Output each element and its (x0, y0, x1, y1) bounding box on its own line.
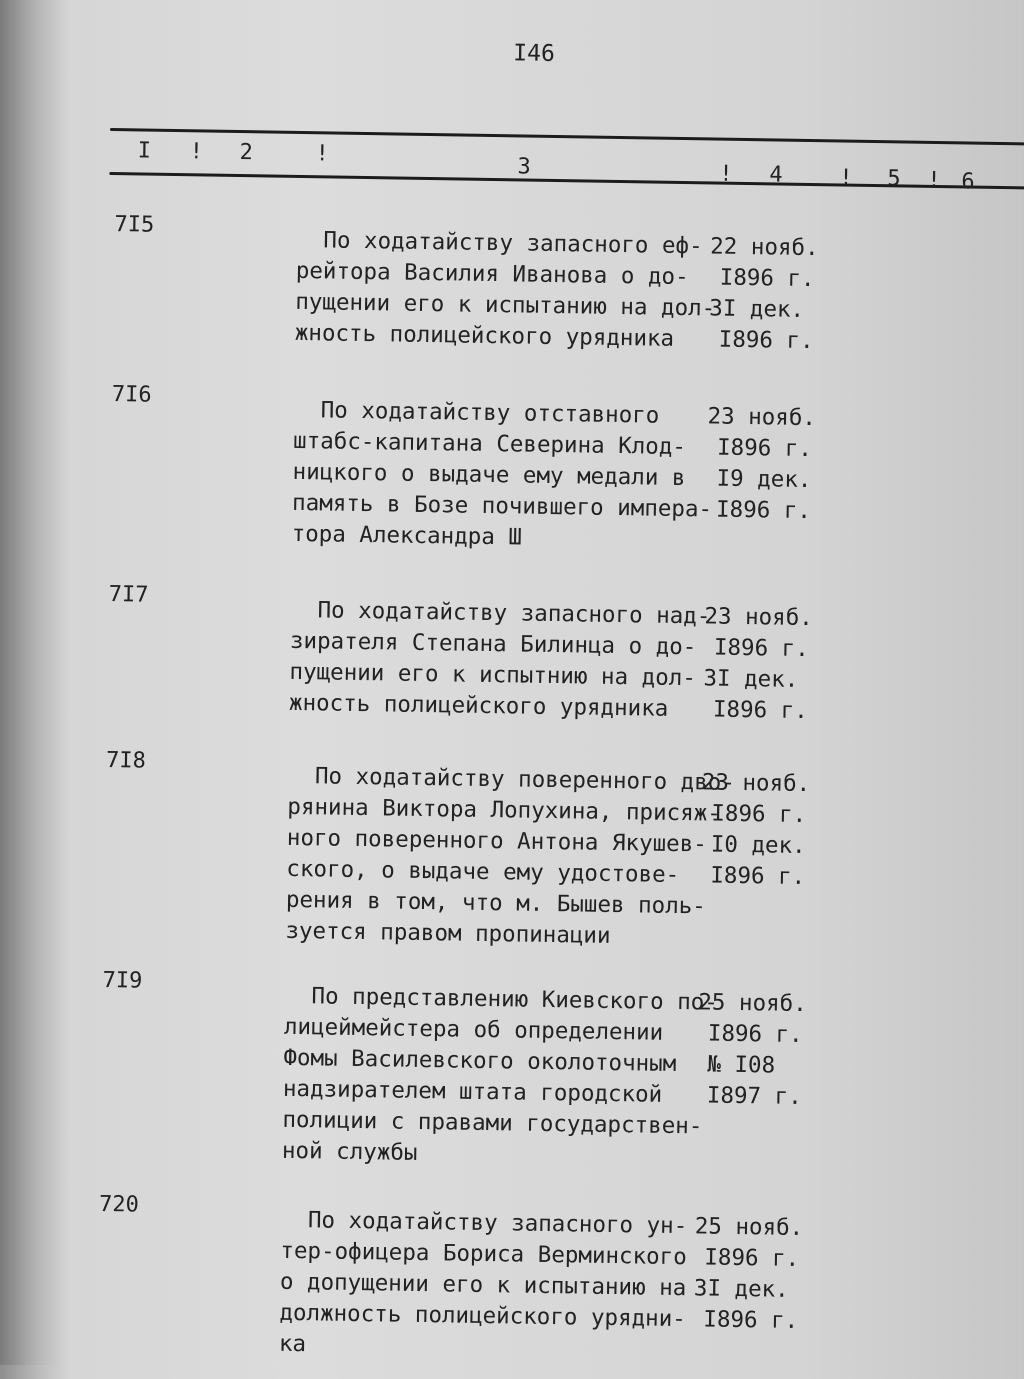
entry-date: I896 г. (704, 1244, 800, 1272)
entry-text-line: зуется правом пропинации (285, 917, 611, 949)
entry-text-line: надзирателем штата городской (282, 1075, 663, 1108)
col-separator: ! (839, 165, 853, 191)
entry-text-line: тора Александра Ш (291, 520, 523, 551)
col-header-1: I (137, 138, 152, 164)
entry-text-line: рейтора Василия Иванова о до- (295, 257, 689, 291)
entry-date: I896 г. (710, 862, 806, 891)
entry-date: I0 дек. (710, 831, 806, 860)
list-item (0, 380, 1020, 551)
entry-text-line: ского, о выдаче ему удостове- (286, 855, 680, 889)
entry-text-line: пущении его к испытнию на дол- (289, 658, 697, 692)
list-item (0, 966, 1011, 1166)
entry-text-line: штабс-капитана Северина Клод- (292, 427, 687, 461)
entry-text-line: ной службы (281, 1137, 418, 1166)
entry-text-line: память в Бозе почившего импера- (291, 489, 713, 523)
entry-date: I896 г. (707, 1020, 803, 1048)
entry-number: 7I7 (108, 582, 149, 608)
page-number: I46 (513, 40, 556, 67)
entry-text-line: ного поверенного Антона Якушев- (286, 824, 707, 858)
entry-text-line: пущении его к испытанию на дол- (295, 288, 716, 322)
entry-date: I896 г. (711, 800, 807, 829)
entry-date: I896 г. (716, 434, 813, 463)
entry-date: 25 нояб. (698, 989, 807, 1018)
entry-date: 25 нояб. (694, 1213, 804, 1242)
col-header-4: 4 (769, 162, 783, 188)
entry-text-line: По ходатайству запасного над- (290, 596, 711, 630)
col-header-6: 6 (961, 169, 975, 195)
entry-text-line: ка (278, 1330, 307, 1358)
entry-number: 7I5 (114, 212, 155, 238)
entry-date: 23 нояб. (707, 403, 817, 432)
col-separator: ! (927, 167, 941, 194)
col-separator: ! (189, 139, 204, 165)
entry-date: 23 нояб. (701, 769, 811, 798)
entry-text-line: Фомы Василевского околоточным (283, 1044, 677, 1078)
entry-text-line: зирателя Степана Билинца о до- (289, 627, 697, 661)
col-header-3: 3 (517, 154, 531, 180)
list-item (0, 1190, 1007, 1358)
col-header-5: 5 (887, 166, 901, 192)
entry-text-line: жность полицейского урядника (294, 319, 675, 352)
entry-date: I897 г. (706, 1082, 802, 1110)
entry-number: 7I8 (105, 748, 147, 774)
entry-date: I9 дек. (716, 465, 812, 494)
entry-text-line: жность полицейского урядника (288, 689, 669, 722)
entry-text-line: По ходатайству отставного (293, 396, 660, 429)
entry-text-line: полиции с правами государствен- (282, 1106, 703, 1140)
entry-text-line: рения в том, что м. Бышев поль- (285, 886, 707, 920)
list-item (0, 580, 1017, 725)
entry-date: I896 г. (719, 264, 815, 293)
col-separator: ! (315, 141, 330, 167)
entry-date: I896 г. (713, 634, 809, 663)
entry-date: 3I дек. (709, 295, 805, 323)
entry-text-line: тер-офицера Бориса Верминского (280, 1237, 687, 1271)
entry-text-line: ницкого о выдаче ему медали в (292, 458, 686, 492)
entry-date: 23 нояб. (704, 603, 813, 632)
entry-text-line: лицеймейстера об определении (283, 1013, 664, 1046)
entry-date: I896 г. (715, 496, 812, 525)
entry-number: 7I9 (102, 967, 143, 994)
entry-date: I896 г. (718, 326, 814, 355)
list-item (0, 746, 1014, 949)
entry-date: 3I дек. (693, 1275, 789, 1303)
entry-date: 22 нояб. (710, 233, 819, 262)
entry-date: 3I дек. (703, 665, 799, 693)
entry-date: I896 г. (712, 696, 808, 725)
col-header-2: 2 (239, 140, 254, 166)
entry-text-line: По ходатайству поверенного дво- (287, 762, 736, 796)
entry-text-line: По ходатайству запасного еф- (296, 226, 703, 260)
entry-date: № I08 (707, 1051, 776, 1079)
entry-number: 7I6 (111, 382, 152, 408)
entry-date: I896 г. (703, 1306, 799, 1334)
entry-text-line: По ходатайству запасного ун- (280, 1206, 688, 1240)
entry-text-line: о допущении его к испытанию на (279, 1268, 687, 1302)
list-item (0, 210, 1023, 355)
entry-text-line: должность полицейского урядни- (279, 1299, 686, 1333)
entry-text-line: По представлению Киевского по- (284, 982, 719, 1016)
entry-number: 720 (98, 1191, 140, 1218)
col-separator: ! (719, 161, 733, 187)
entry-text-line: рянина Виктора Лопухина, присяж- (287, 793, 722, 827)
